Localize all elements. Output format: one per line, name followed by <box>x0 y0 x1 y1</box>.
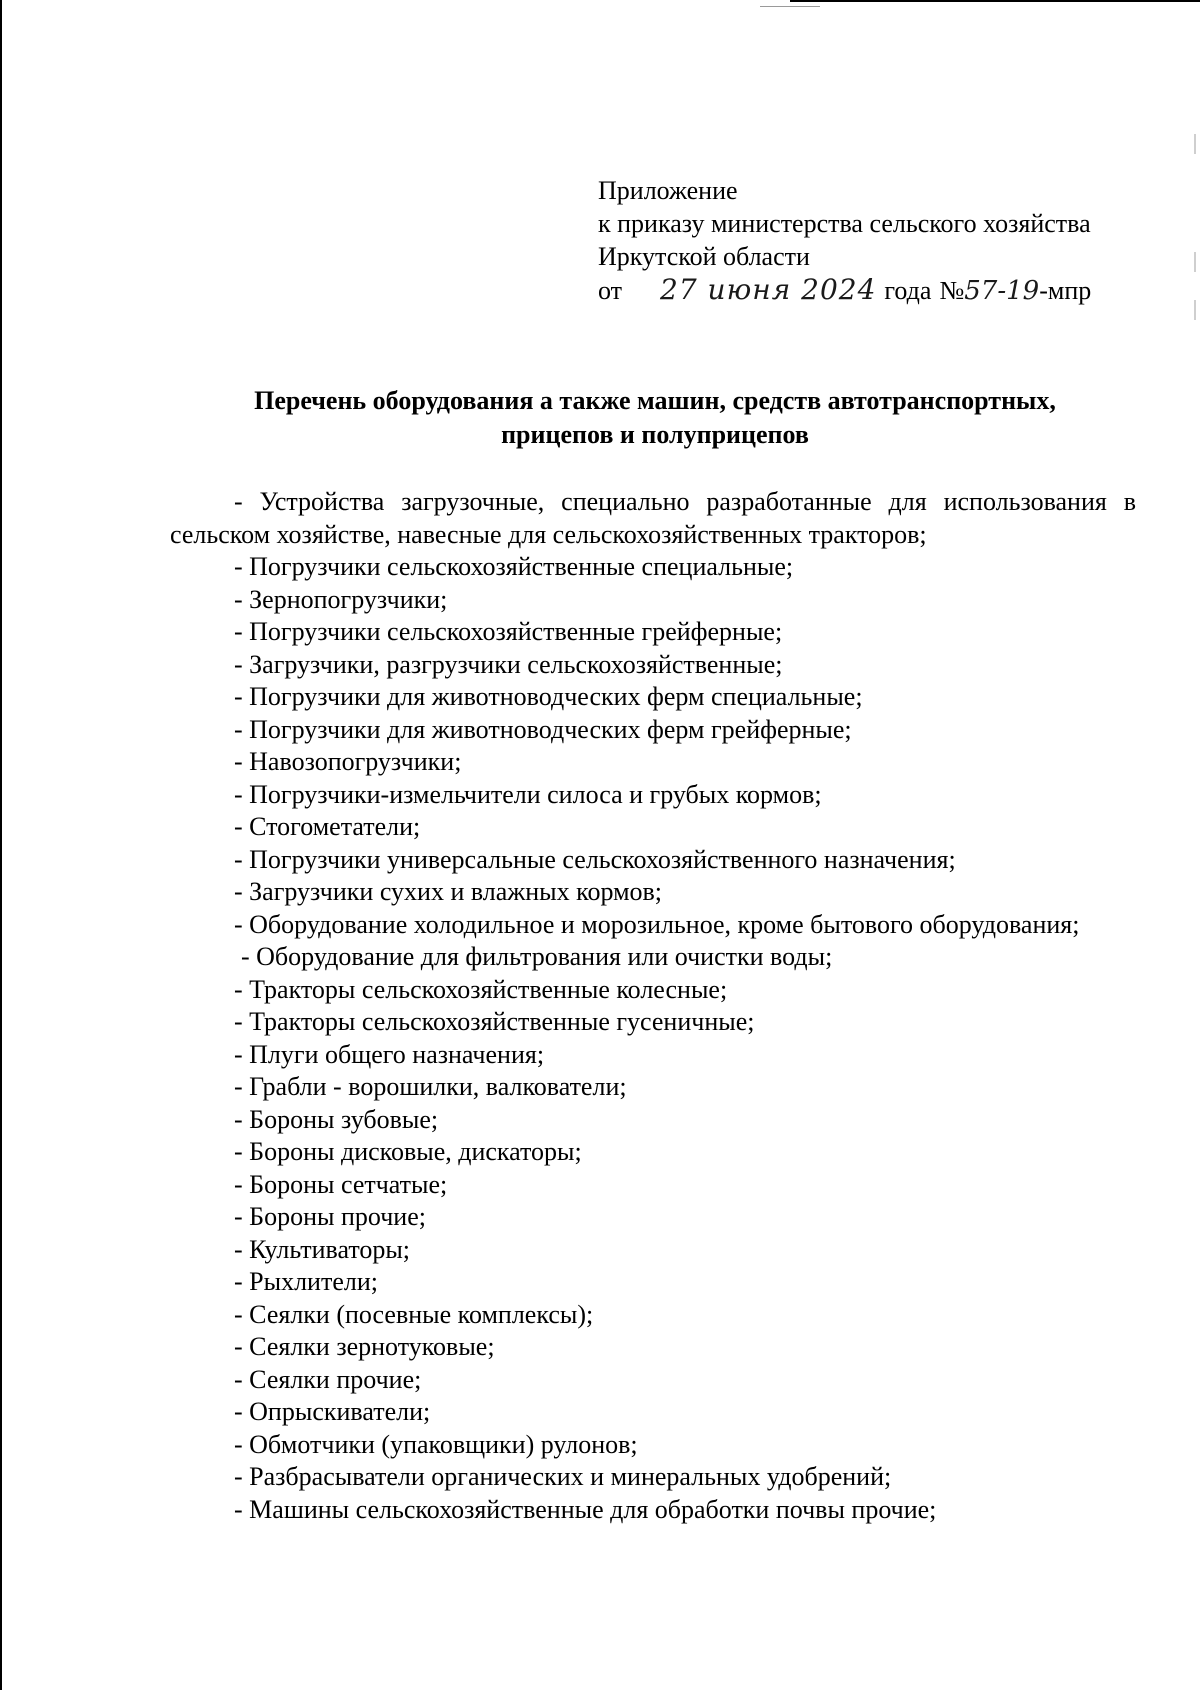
list-item: - Обмотчики (упаковщики) рулонов; <box>234 1429 638 1459</box>
scan-mark-right-1 <box>1194 134 1196 154</box>
annex-order-reference: к приказу министерства сельского хозяйства <box>598 209 1091 238</box>
list-item: - Культиваторы; <box>234 1234 411 1264</box>
scan-edge-left <box>0 0 2 1690</box>
title-line-1: Перечень оборудования а также машин, средств автотранспортных, <box>254 386 1056 415</box>
list-item: - Бороны дисковые, дискаторы; <box>234 1137 582 1166</box>
list-item: - Погрузчики сельскохозяйственные грейферные; <box>234 617 783 646</box>
handwritten-number: 57-19 <box>964 276 1040 306</box>
list-item: - Погрузчики для животноводческих ферм грейферные; <box>234 714 852 744</box>
scan-mark-right-2 <box>1194 252 1196 272</box>
list-item: - Устройства загрузочные, специально разработанные для использования в сельском хозяйстве, навесные для сельскохозяйственных тракторов; <box>170 487 1136 549</box>
list-item: - Сеялки (посевные комплексы); <box>234 1299 594 1329</box>
list-item: - Машины сельскохозяйственные для обработки почвы прочие; <box>234 1494 937 1524</box>
scan-edge-top-faint <box>760 6 820 7</box>
scan-mark-right-3 <box>1194 300 1196 320</box>
from-label: от <box>598 276 623 305</box>
list-item: - Бороны сетчатые; <box>234 1169 448 1199</box>
list-item: - Сеялки прочие; <box>234 1364 422 1394</box>
list-item: - Опрыскиватели; <box>234 1397 431 1426</box>
list-item: - Грабли - ворошилки, валкователи; <box>234 1072 627 1101</box>
list-item: - Плуги общего назначения; <box>234 1039 545 1069</box>
list-item: - Бороны прочие; <box>234 1202 426 1231</box>
document-title <box>170 384 1140 452</box>
annex-heading: Приложение <box>598 176 738 205</box>
list-item: - Погрузчики для животноводческих ферм специальные; <box>234 682 863 711</box>
list-item: - Загрузчики сухих и влажных кормов; <box>234 877 663 906</box>
scan-edge-top <box>790 0 1200 2</box>
list-item: - Разбрасыватели органических и минеральных удобрений; <box>234 1462 892 1491</box>
list-item: - Погрузчики универсальные сельскохозяйственного назначения; <box>234 844 956 874</box>
list-item: - Погрузчики сельскохозяйственные специальные; <box>234 552 794 581</box>
list-item: - Рыхлители; <box>234 1267 378 1296</box>
list-item: - Сеялки зернотуковые; <box>234 1332 495 1361</box>
equipment-list <box>170 486 1136 1526</box>
number-suffix: -мпр <box>1039 276 1092 305</box>
number-prefix: № <box>939 276 965 305</box>
handwritten-date: 27 июня 2024 <box>660 273 877 306</box>
list-item: - Стогометатели; <box>234 812 421 841</box>
list-item: - Загрузчики, разгрузчики сельскохозяйственные; <box>234 649 783 679</box>
list-item: - Погрузчики-измельчители силоса и грубых кормов; <box>234 779 822 809</box>
list-item: - Зернопогрузчики; <box>234 584 448 614</box>
list-item: - Навозопогрузчики; <box>234 747 462 776</box>
annex-block <box>598 174 1091 308</box>
annex-date-number-line <box>598 273 1091 308</box>
annex-region: Иркутской области <box>598 242 810 271</box>
list-item: - Оборудование для фильтрования или очистки воды; <box>241 942 833 971</box>
title-line-2: прицепов и полуприцепов <box>501 420 809 449</box>
list-item: - Тракторы сельскохозяйственные колесные; <box>234 974 728 1004</box>
list-item: - Тракторы сельскохозяйственные гусеничные; <box>234 1007 755 1036</box>
list-item: - Оборудование холодильное и морозильное, кроме бытового оборудования; <box>234 909 1080 939</box>
list-item: - Бороны зубовые; <box>234 1104 439 1134</box>
year-suffix: года <box>884 276 932 305</box>
